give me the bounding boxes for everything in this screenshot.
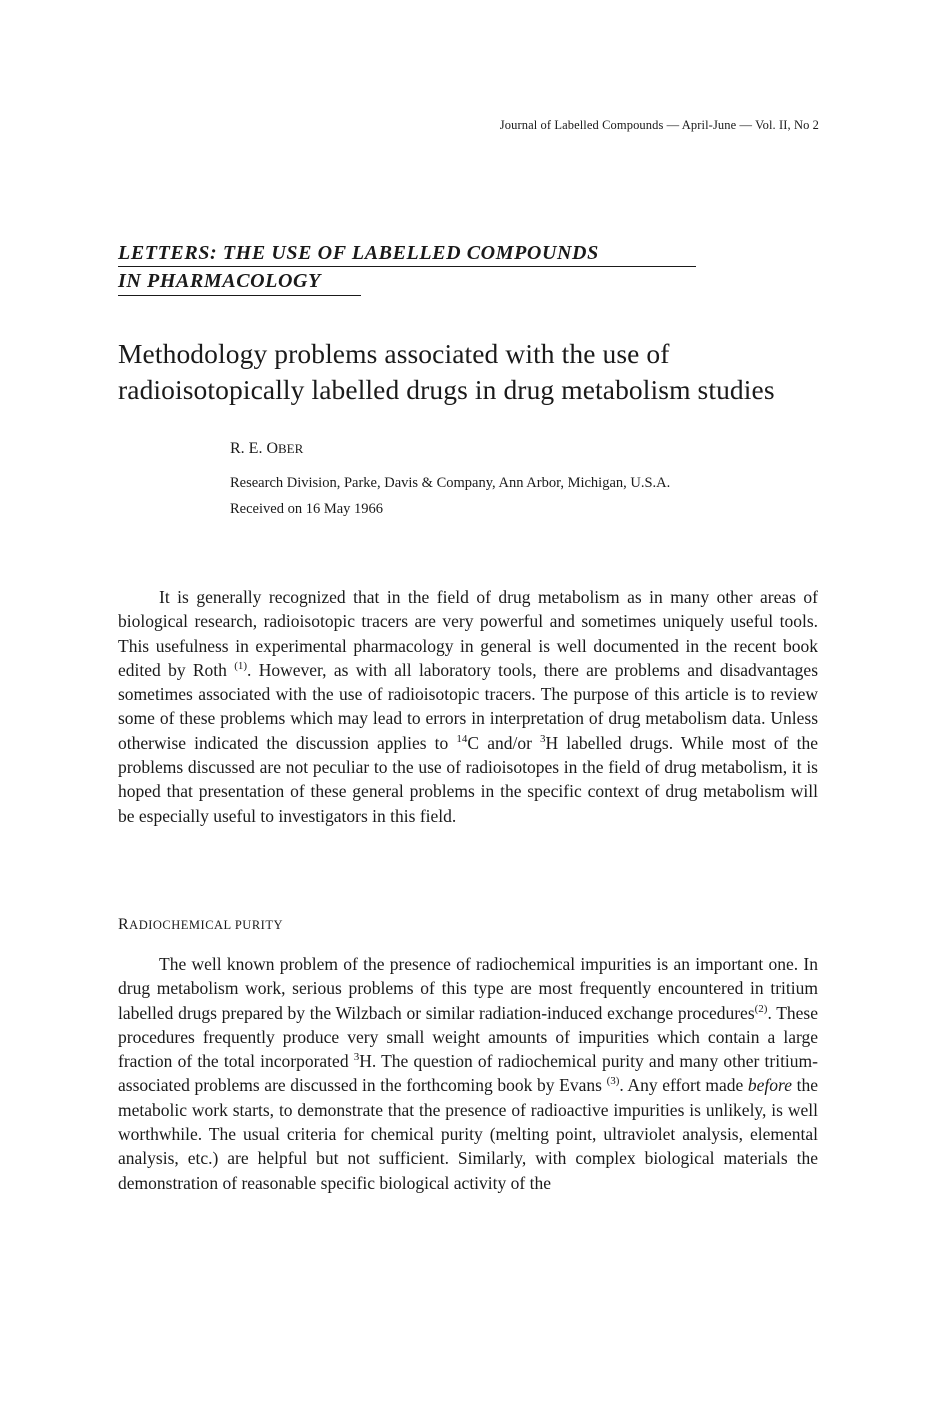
section-title-line1: LETTERS: THE USE OF LABELLED COMPOUNDS [118,242,696,267]
affiliation-block [230,470,670,522]
section-title-line2: IN PHARMACOLOGY [118,270,361,296]
subhead-initial: R [118,916,130,933]
received-date: Received on 16 May 1966 [230,501,384,517]
ref-3: (3) [606,1075,620,1088]
ref-2: (2) [754,1002,768,1015]
p1-text-a: It is generally recognized that in the field of drug metabolism as in many other areas of biological research, radioisotopic tracers are very powerful and sometimes uniquely useful tools. This usefulness in experimental pharmacology in general is well documented in the recent book edited by Roth [118,587,818,680]
p1-text-b: . However, as with all laboratory tools, there are problems and disadvantages sometimes associated with the use of radioisotopic tracers. The purpose of this article is to review some of these problems which may lead to errors in interpretation of drug metabolism data. Unless otherwise indicated the discussion applies to [118,659,819,753]
p2-text-a: The well known problem of the presence of radiochemical impurities is an important one. In drug metabolism work, serious problems of this type are most frequently encountered in tritium labelled drugs prepared by the Wilzbach or similar radiation-induced exchange procedures [118,954,818,1023]
p2-text-b: . These procedures frequently produce very small weight amounts of impurities which contain a large fraction of the total incorporated [118,1002,818,1072]
author-surname: BER [278,441,304,456]
subheading-radiochemical-purity [118,916,283,934]
article-title-line1: Methodology problems associated with the use of [118,338,670,369]
paragraph-radiochemical [118,952,818,1195]
sup-3b: 3 [353,1051,360,1064]
p2-text-e: the metabolic work starts, to demonstrate that the presence of radioactive impurities is unlikely, is well worthwhile. The usual criteria for chemical purity (melting point, ultraviolet analysis, elemental analysis, etc.) are helpful but not sufficient. Similarly, with complex biological materials the demonstration of reasonable specific biological activity of the [118,1075,818,1193]
p2-italic-before: before [747,1075,792,1096]
sup-3: 3 [540,732,546,745]
ref-1: (1) [234,660,248,673]
p1-text-d: H labelled drugs. While most of the problems discussed are not peculiar to the use of radioisotopes in the field of drug metabolism, it is hoped that presentation of these general problems in the specific context of drug metabolism will be especially useful to investigators in this field. [118,732,818,826]
author-name [230,440,303,458]
p2-text-d: . Any effort made [619,1075,748,1096]
running-head: Journal of Labelled Compounds — April-June — Vol. II, No 2 [499,118,819,132]
paragraph-intro [118,585,818,828]
sup-14: 14 [456,732,468,745]
p2-text-c: H. The question of radiochemical purity and many other tritium-associated problems are discussed in the forthcoming book by Evans [118,1051,818,1096]
article-title [118,336,838,408]
subhead-rest: ADIOCHEMICAL PURITY [129,918,283,932]
author-initials: R. E. O [230,440,278,457]
affiliation: Research Division, Parke, Davis & Company, Ann Arbor, Michigan, U.S.A. [230,475,671,491]
p1-text-c: C and/or [467,732,541,753]
article-title-line2: radioisotopically labelled drugs in drug metabolism studies [118,374,775,405]
section-title [118,242,698,296]
